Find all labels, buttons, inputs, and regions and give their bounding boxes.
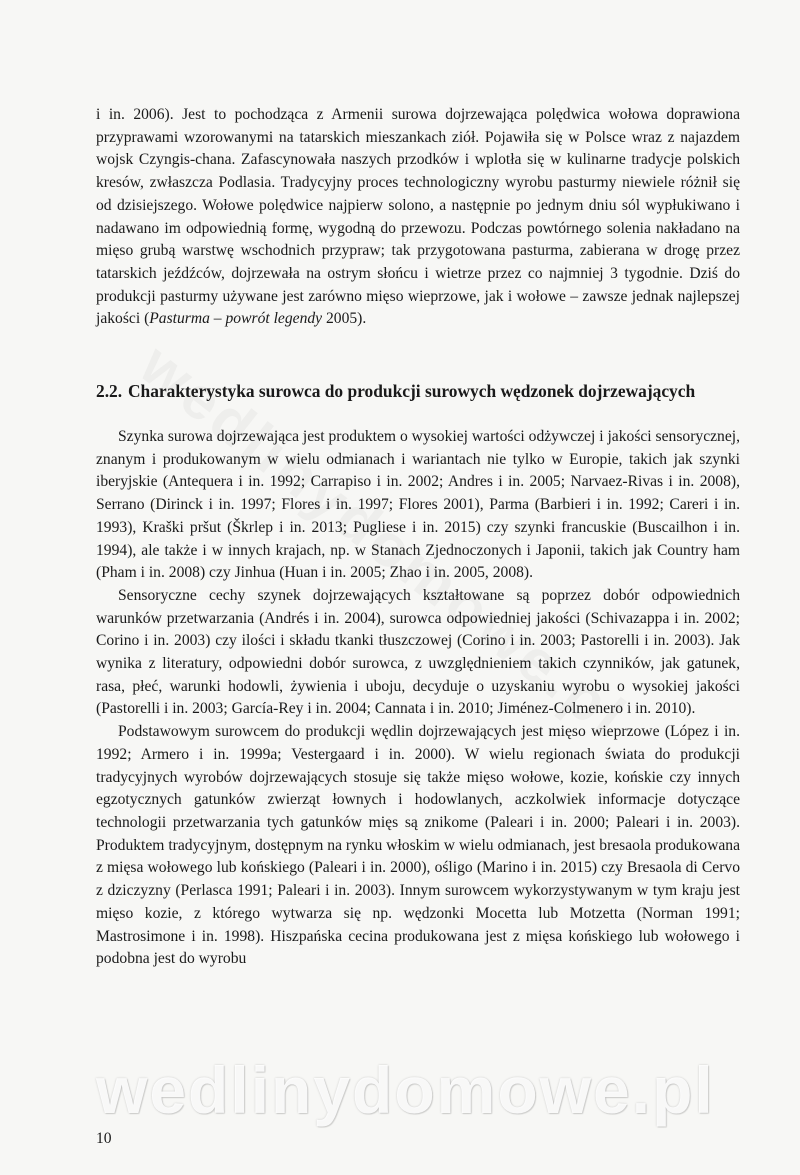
paragraph-2: Sensoryczne cechy szynek dojrzewających kształtowane są poprzez dobór odpowiednich warunków przetwarzania (Andrés i in. 2004), surowca odpowiedniej jakości (Schivazappa i in. 2002; Corino i in. 2003) czy ilości i składu tkanki tłuszczowej (Corino i in. 2003; Pastorelli i in. 2003). Jak wynika z literatury, odpowiedni dobór surowca, z uwzględnieniem takich czynników, jak gatunek, rasa, płeć, warunki hodowli, żywienia i uboju, decyduje o uzyskaniu wyrobu o wysokiej jakości (Pastorelli i in. 2003; García-Rey i in. 2004; Cannata i in. 2010; Jiménez-Colmenero i in. 2010).	[96, 586, 740, 718]
footer-watermark: wedlinydomowe.pl	[96, 1053, 715, 1127]
paragraph-3: Podstawowym surowcem do produkcji wędlin dojrzewających jest mięso wieprzowe (López i in. 1992; Armero i in. 1999a; Vestergaard i in. 2000). W wielu regionach świata do produkcji tradycyjnych wyrobów dojrzewających stosuje się także mięso wołowe, kozie, końskie czy innych egzotycznych gatunków zwierząt łownych i hodowlanych, aczkolwiek informacje dotyczące technologii przetwarzania tych gatunków mięs są znikome (Paleari i in. 2000; Paleari i in. 2003). Produktem tradycyjnym, dostępnym na rynku włoskim w wielu odmianach, jest bresaola produkowana z mięsa wołowego lub końskiego (Paleari i in. 2000), ośligo (Marino i in. 2015) czy Bresaola di Cervo z dziczyzny (Perlasca 1991; Paleari i in. 2003). Innym surowcem wykorzystywanym w tym kraju jest mięso kozie, z którego wytwarza się np. wędzonki Mocetta lub Motzetta (Norman 1991; Mastrosimone i in. 1998). Hiszpańska cecina produkowana jest z mięsa końskiego lub wołowego i podobna jest do wyrobu	[96, 723, 740, 968]
section-number: 2.2.	[96, 381, 123, 402]
section-heading	[96, 380, 740, 402]
intro-paragraph	[96, 104, 740, 331]
section-title: Charakterystyka surowca do produkcji surowych wędzonek dojrzewających	[128, 381, 696, 402]
paragraph-1: Szynka surowa dojrzewająca jest produktem o wysokiej wartości odżywczej i jakości sensorycznej, znanym i produkowanym w wielu odmianach i wariantach nie tylko w Europie, takich jak szynki iberyjskie (Antequera i in. 1992; Carrapiso i in. 2002; Andres i in. 2005; Narvaez-Rivas i in. 2008), Serrano (Dirinck i in. 1997; Flores i in. 1997; Flores 2001), Parma (Barbieri i in. 1992; Careri i in. 1993), Kraški pršut (Škrlep i in. 2013; Pugliese i in. 2015) czy szynki francuskie (Buscailhon i in. 1994), ale także i w innych krajach, np. w Stanach Zjednoczonych i Japonii, takich jak Country ham (Pham i in. 2008) czy Jinhua (Huan i in. 2005; Zhao i in. 2005, 2008).	[96, 428, 740, 582]
intro-text: i in. 2006). Jest to pochodząca z Armenii surowa dojrzewająca polędwica wołowa doprawiona przyprawami wzorowanymi na tatarskich mieszankach ziół. Pojawiła się w Polsce wraz z najazdem wojsk Czyngis-chana. Zafascynowała naszych przodków i wplotła się w kulinarne tradycje polskich kresów, zwłaszcza Podlasia. Tradycyjny proces technologiczny wyrobu pasturmy niewiele różnił się od dzisiejszego. Wołowe polędwice najpierw solono, a następnie po jednym dniu sól wypłukiwano i nadawano im odpowiednią formę, wygodną do przewozu. Podczas powtórnego solenia nakładano na mięso grubą warstwę wschodnich przypraw; tak przygotowana pasturma, zabierana w drogę przez tatarskich jeźdźców, dojrzewała na ostrym słońcu i wietrze przez co najmniej 3 tygodnie. Dziś do produkcji pasturmy używane jest zarówno mięso wieprzowe, jak i wołowe – zawsze jednak najlepszej jakości (	[96, 106, 740, 328]
italic-reference: Pasturma – powrót legendy	[149, 310, 323, 328]
page-body	[96, 104, 740, 971]
reference-tail: 2005).	[322, 310, 367, 328]
page-number: 10	[96, 1130, 112, 1147]
